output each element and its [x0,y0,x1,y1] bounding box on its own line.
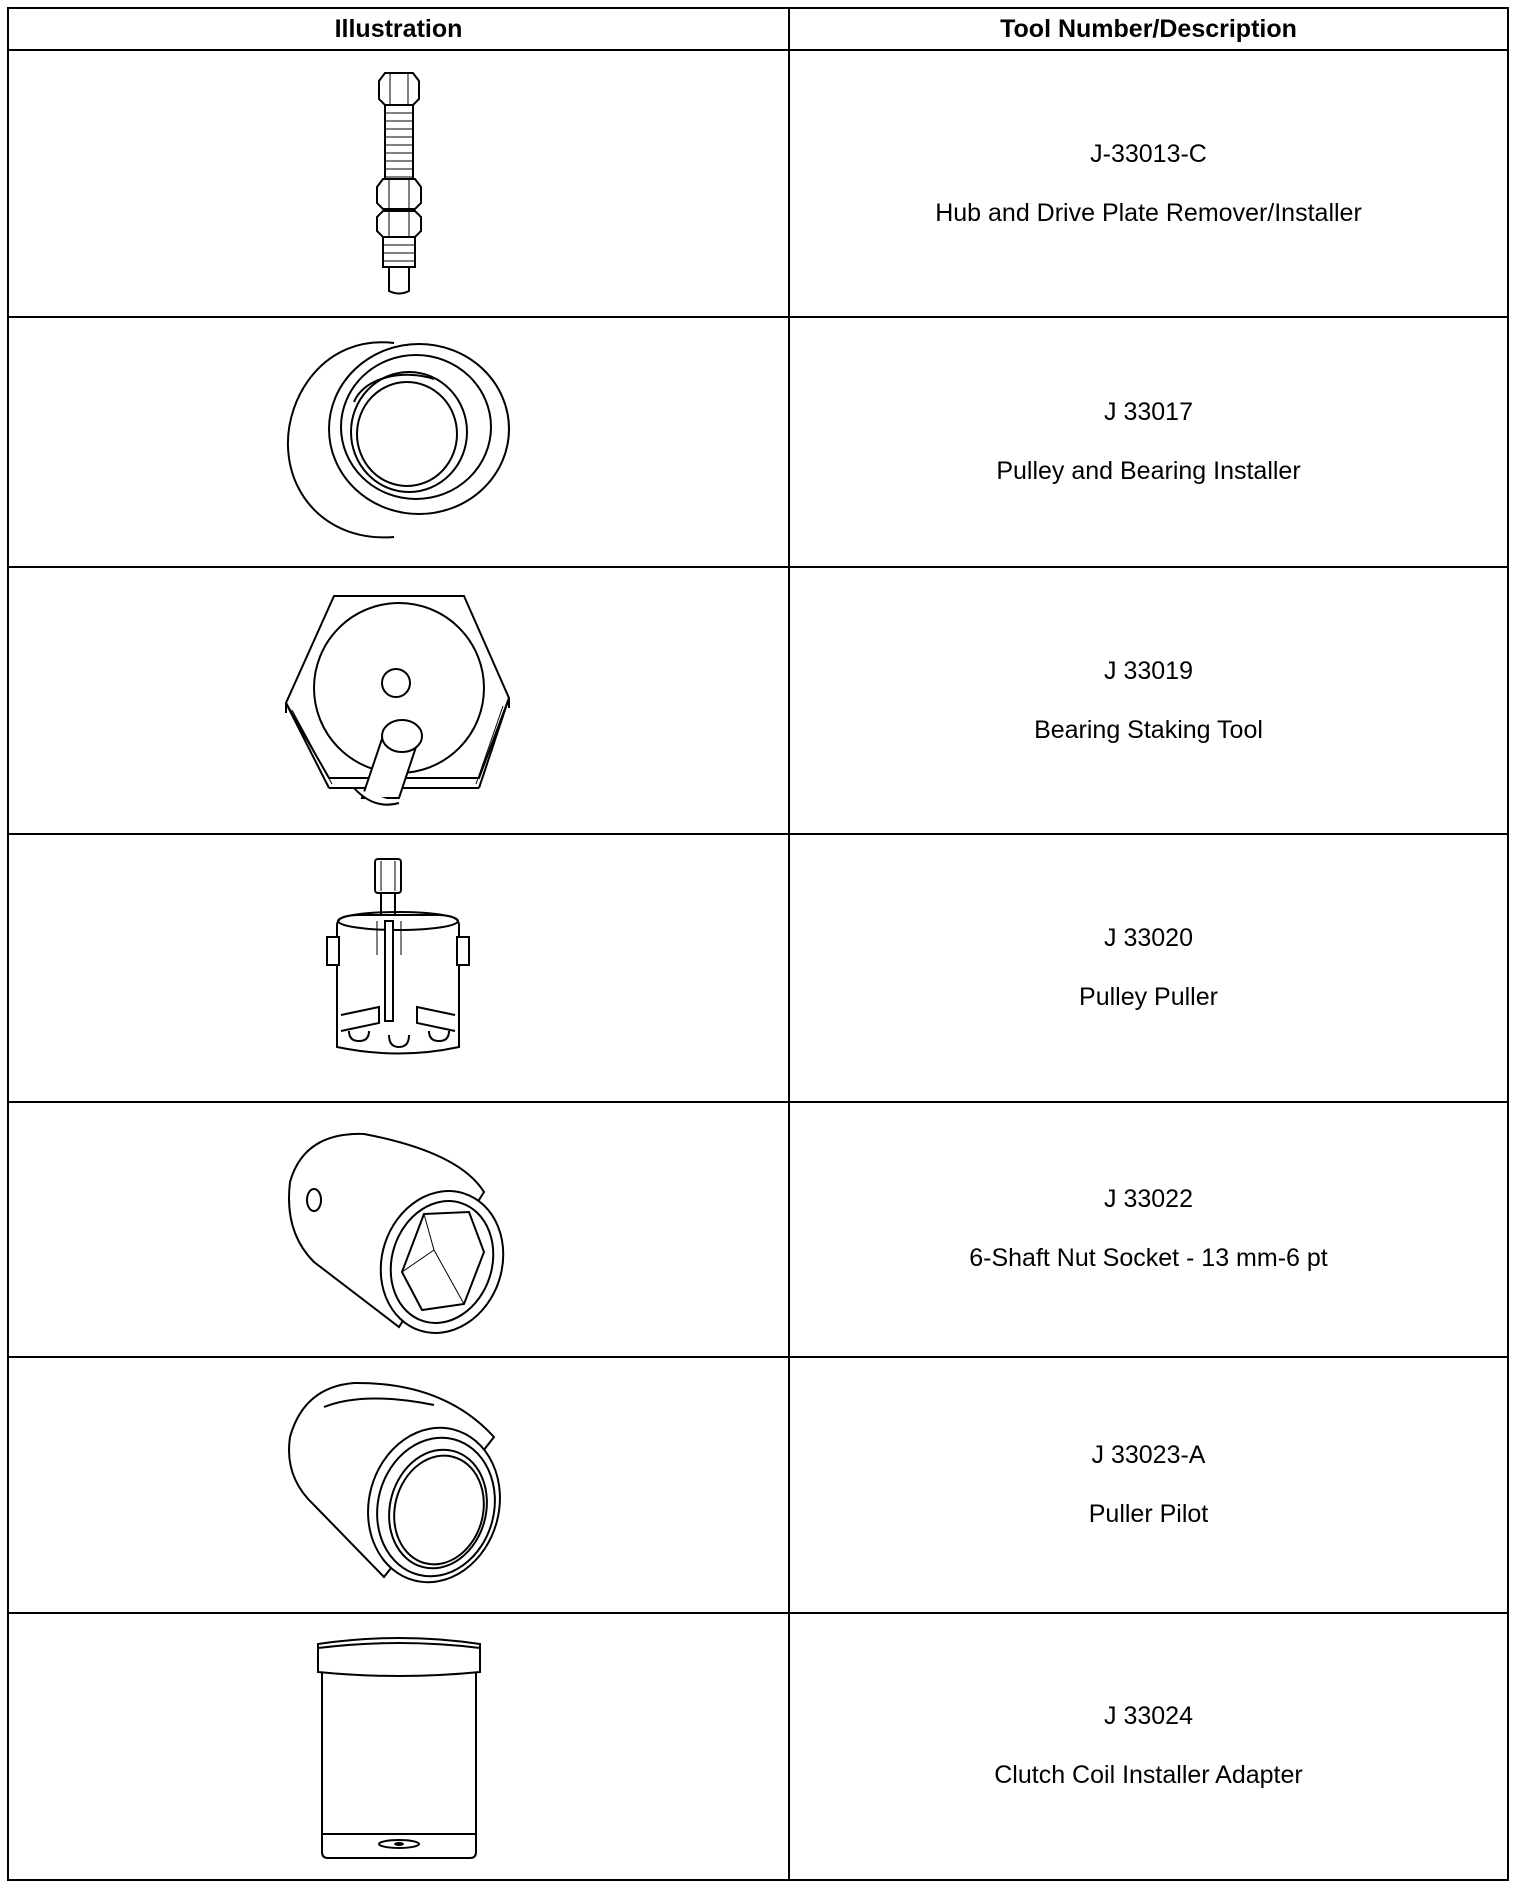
table-row [8,1357,1508,1613]
tool-cell [789,1102,1508,1358]
tool-number: J 33019 [1104,656,1193,685]
illustration-cell [8,567,789,834]
illustration-cell [8,50,789,317]
illustration-cell [8,317,789,567]
hex-staking-tool-icon [284,588,514,813]
pulley-puller-icon [319,855,479,1080]
tool-description: Clutch Coil Installer Adapter [994,1761,1303,1790]
table-row [8,1613,1508,1880]
tool-cell [789,1357,1508,1613]
tool-cell [789,834,1508,1101]
installer-ring-icon [284,337,514,547]
table-row [8,317,1508,567]
header-illustration: Illustration [8,8,789,50]
special-tools-table [7,7,1509,1881]
puller-pilot-icon [284,1377,514,1592]
tool-cell [789,317,1508,567]
tool-number: J-33013-C [1090,139,1207,168]
illustration-cell [8,1102,789,1358]
tool-number: J 33022 [1104,1185,1193,1214]
tool-description: Pulley Puller [1079,982,1218,1011]
header-row [8,8,1508,50]
tool-number: J 33020 [1104,923,1193,952]
illustration-cell [8,834,789,1101]
header-tool-number-description: Tool Number/Description [789,8,1508,50]
bolt-remover-icon [359,71,439,296]
coil-adapter-icon [314,1634,484,1859]
tool-description: Puller Pilot [1088,1499,1209,1528]
illustration-cell [8,1613,789,1880]
table-row [8,50,1508,317]
tool-description: Pulley and Bearing Installer [996,457,1301,486]
tool-cell [789,1613,1508,1880]
tool-description: Hub and Drive Plate Remover/Installer [935,198,1362,227]
hex-socket-icon [284,1122,514,1337]
tool-cell [789,50,1508,317]
illustration-cell [8,1357,789,1613]
tool-number: J 33017 [1104,398,1193,427]
table-row [8,834,1508,1101]
tool-cell [789,567,1508,834]
table-row [8,567,1508,834]
tool-description: Bearing Staking Tool [1034,715,1263,744]
tool-description: 6-Shaft Nut Socket - 13 mm-6 pt [969,1244,1328,1273]
tool-number: J 33024 [1104,1702,1193,1731]
table-row [8,1102,1508,1358]
tool-number: J 33023-A [1091,1440,1206,1469]
